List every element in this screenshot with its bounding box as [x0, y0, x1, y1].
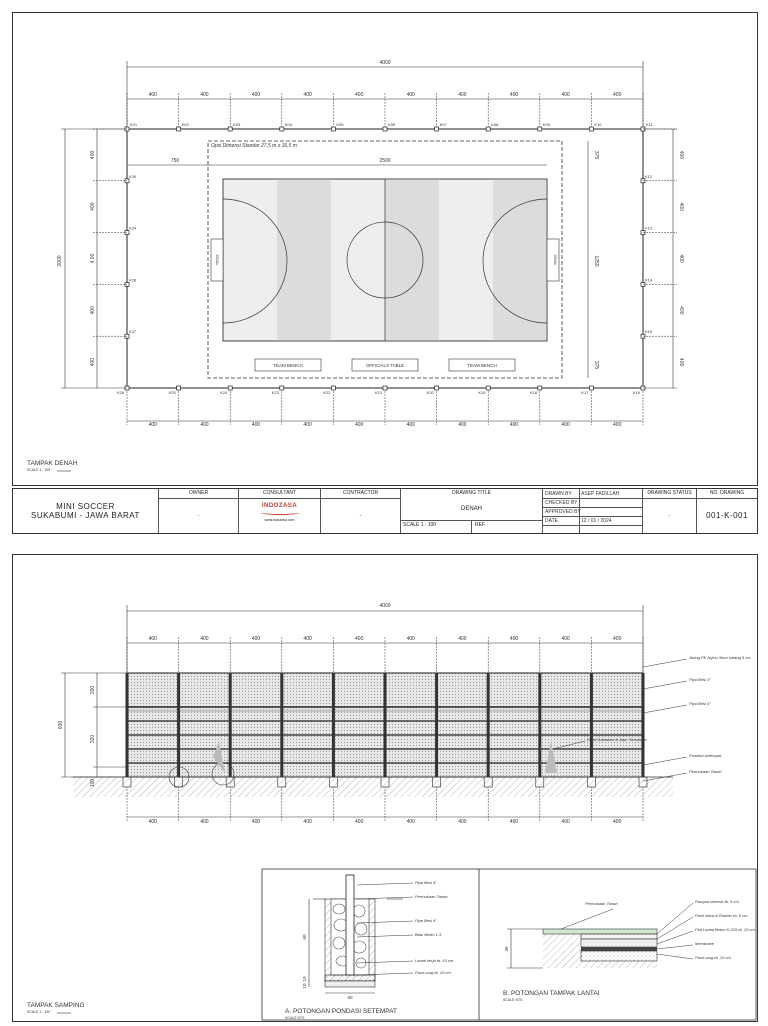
pitch: [211, 179, 559, 341]
post-marker: [280, 127, 284, 131]
dim-2500: 2500: [379, 158, 391, 164]
module-label: 400: [406, 92, 415, 98]
post-marker: [280, 386, 284, 390]
detail-a-note: Pipa Besi 4": [415, 880, 437, 885]
side-top-modules: [127, 636, 643, 673]
foundation-detail: [309, 875, 403, 993]
post-tag: K30: [129, 173, 137, 179]
post-tag: K12: [645, 173, 653, 179]
project-line2: SUKABUMI - JAWA BARAT: [31, 511, 140, 520]
drawing-title-value: DENAH: [401, 498, 542, 521]
plan-top-modules: [127, 92, 643, 129]
detail-b-note: Membrane: [695, 941, 715, 946]
owner-header: OWNER: [159, 489, 238, 499]
fence-post: [642, 673, 645, 785]
right-inner-1: 375: [593, 150, 599, 160]
consultant-url: www.indozasa.com: [264, 518, 295, 522]
plan-bottom-modules: [127, 388, 643, 428]
team-bench-right-label: TEAM BENCH: [467, 363, 497, 368]
plan-left-height: 2000: [57, 255, 63, 267]
module-label: 400: [406, 819, 415, 825]
right-inner-3: 375: [593, 360, 599, 370]
post-tag: K27: [129, 329, 137, 335]
post-tag: K16: [633, 390, 641, 395]
detail-a-note: Permukaan Tanah: [415, 894, 448, 899]
approved-by-label: APPROVED BY: [545, 509, 581, 515]
module-label: 400: [251, 422, 261, 428]
side-note: Pipa Besi 3": [689, 677, 711, 682]
post-tag: K11: [646, 122, 653, 127]
post-marker: [383, 127, 387, 131]
module-label: 400: [561, 636, 570, 642]
fence-post: [229, 673, 232, 785]
post-marker: [435, 386, 439, 390]
side-note: Pondasi setempat: [689, 753, 722, 758]
drawn-by-value: ASEP FADILLAH: [581, 491, 620, 497]
date-value: 12 / 01 / 2024: [581, 518, 612, 524]
post-marker: [228, 127, 232, 131]
post-tag: K04: [284, 122, 292, 127]
title-block: [12, 488, 758, 534]
post-marker: [331, 386, 335, 390]
side-drawing: [13, 555, 757, 1021]
fence-post: [590, 673, 593, 785]
module-label: 400: [148, 819, 157, 825]
consultant-logo-swoosh: [260, 510, 300, 515]
right-segment-label: 400: [678, 150, 684, 160]
post-marker: [538, 127, 542, 131]
post-tag: K14: [645, 277, 653, 283]
fence-post: [126, 673, 129, 785]
side-title: TAMPAK SAMPING: [27, 1002, 85, 1009]
post-tag: K23: [271, 390, 279, 395]
post-tag: K13: [645, 225, 653, 231]
fence-post: [538, 673, 541, 785]
post-marker: [228, 386, 232, 390]
module-label: 400: [458, 422, 467, 428]
detail-a-note: Pipa Besi 4": [415, 918, 437, 923]
side-note: Jaring PE Nylon 3mm lubang 5 cm: [689, 655, 751, 660]
post-marker: [538, 386, 542, 390]
post-tag: K01: [130, 122, 138, 127]
detail-a-note: Lantai kerja tb. 10 cm: [415, 958, 454, 963]
plan-title: TAMPAK DENAH: [27, 460, 78, 467]
status-header: DRAWING STATUS: [643, 489, 696, 499]
post-tag: K20: [426, 390, 434, 395]
module-label: 400: [561, 422, 570, 428]
checked-by-label: CHECKED BY: [545, 500, 578, 506]
detail-b-note: Plat Lantai Beton K-225 tb. 10 cm: [695, 927, 755, 932]
post-marker: [331, 127, 335, 131]
module-label: 400: [200, 92, 209, 98]
contractor-header: CONTRACTOR: [321, 489, 400, 499]
module-label: 400: [561, 92, 570, 98]
contractor-value: -: [359, 513, 362, 519]
detail-a-dim-2: 10: [302, 976, 307, 982]
plan-left-segments: [90, 129, 127, 366]
module-label: 400: [561, 819, 570, 825]
post-marker: [177, 127, 181, 131]
module-label: 400: [613, 422, 622, 428]
module-label: 400: [303, 92, 312, 98]
left-segment-label: 400: [90, 150, 96, 160]
fence-post: [384, 673, 387, 785]
drawing-ref: REF.: [475, 522, 486, 528]
drawing-no-cell: [697, 489, 757, 533]
module-label: 400: [303, 636, 312, 642]
status-cell: [643, 489, 697, 533]
module-label: 400: [148, 636, 157, 642]
module-label: 400: [148, 92, 157, 98]
post-marker: [589, 127, 593, 131]
right-segment-label: 400: [678, 202, 684, 211]
side-height-top: 200: [90, 685, 96, 695]
status-value: -: [668, 513, 671, 519]
post-tag: K10: [594, 122, 602, 127]
module-label: 400: [458, 92, 467, 98]
module-label: 400: [406, 422, 415, 428]
owner-value: -: [197, 513, 200, 519]
post-tag: K03: [233, 122, 241, 127]
goal-left-label: GOAL: [215, 254, 220, 266]
module-label: 400: [509, 636, 519, 642]
module-label: 400: [355, 92, 364, 98]
right-inner-2: 1250: [593, 255, 599, 267]
drawing-no-header: NO. DRAWING: [697, 489, 757, 499]
module-label: 400: [148, 422, 157, 428]
side-height-total: 600: [58, 720, 64, 730]
post-tag: K09: [542, 122, 550, 127]
side-scale: SCALE 1 : 100: [27, 1010, 51, 1014]
team-bench-left-label: TEAM BENCH: [273, 363, 303, 368]
module-label: 400: [458, 819, 467, 825]
module-label: 400: [406, 636, 415, 642]
contractor-cell: [321, 489, 401, 533]
left-segment-label: 400: [90, 202, 96, 211]
module-label: 400: [251, 92, 261, 98]
fence-post: [435, 673, 438, 785]
date-label: DATE: [545, 518, 558, 524]
right-dimension: [588, 129, 677, 388]
post-marker: [486, 386, 490, 390]
left-segment-label: 400: [90, 306, 96, 315]
officials-table-label: OFFICIALS TABLE: [365, 363, 405, 368]
module-label: 400: [200, 819, 209, 825]
drawing-scale: SCALE 1 : 100: [403, 522, 437, 528]
project-name: [13, 489, 159, 533]
module-label: 400: [200, 422, 209, 428]
post-tag: K25: [168, 390, 176, 395]
module-label: 400: [355, 422, 364, 428]
floor-section-detail: [507, 929, 657, 968]
detail-a-title: A. POTONGAN PONDASI SETEMPAT: [285, 1008, 397, 1015]
module-label: 400: [251, 636, 261, 642]
side-total-width: 4000: [379, 603, 391, 609]
module-label: 400: [303, 819, 312, 825]
module-label: 400: [355, 819, 364, 825]
field-note: Opsi Dimensi Standar 27,5 m x 16,5 m: [211, 143, 297, 149]
right-segment-label: 400: [678, 357, 684, 367]
module-label: 400: [355, 636, 364, 642]
module-label: 400: [509, 422, 519, 428]
detail-b-note: Permukaan Tanah: [585, 901, 618, 906]
module-label: 400: [303, 422, 312, 428]
right-segment-label: 400: [678, 306, 684, 315]
detail-b-note: Rumput sintesis tb. 5 cm: [695, 899, 739, 904]
left-segment-label: 400: [90, 357, 96, 367]
consultant-logo: INDOZASA: [261, 503, 298, 509]
detail-a-scale: SCALE NTS: [285, 1016, 305, 1020]
detail-a-dim-4: 60: [347, 995, 353, 1000]
post-marker: [589, 386, 593, 390]
post-marker: [383, 386, 387, 390]
side-sheet: [12, 554, 758, 1022]
post-tag: K18: [529, 390, 537, 395]
module-label: 400: [251, 819, 261, 825]
goal-right-label: GOAL: [553, 254, 558, 266]
fence-post: [280, 673, 283, 785]
side-note: Pipa Besi 4": [689, 701, 711, 706]
fence-post: [487, 673, 490, 785]
module-label: 400: [613, 92, 622, 98]
module-label: 400: [509, 92, 519, 98]
module-label: 400: [613, 636, 622, 642]
drawing-title-header: DRAWING TITLE: [452, 490, 491, 496]
detail-b-scale: SCALE NTS: [503, 998, 523, 1002]
right-segment-label: 400: [678, 254, 684, 263]
post-tag: K29: [129, 225, 137, 231]
plan-sheet: [12, 12, 758, 486]
post-tag: K15: [645, 329, 653, 335]
module-label: 400: [613, 819, 622, 825]
drawing-no-value: 001-K-001: [706, 511, 748, 520]
detail-a-note: Batu Belah 1:3: [415, 932, 442, 937]
module-label: 400: [458, 636, 467, 642]
detail-a-dim-1: 60: [302, 934, 307, 940]
post-tag: K17: [581, 390, 589, 395]
drawn-by-label: DRAWN BY: [545, 491, 572, 497]
post-tag: K28: [129, 277, 137, 283]
ground-hatch: [73, 777, 673, 797]
detail-a-note: Pasir urug tb. 10 cm: [415, 970, 451, 975]
post-tag: K19: [478, 390, 486, 395]
consultant-cell: [239, 489, 321, 533]
post-tag: K07: [439, 122, 447, 127]
signoff-cell: [543, 489, 643, 533]
detail-b-dim: 30: [504, 946, 509, 952]
fence-post: [177, 673, 180, 785]
post-tag: K06: [388, 122, 396, 127]
side-note: Steel Galvalum & Jala / Shouldon: [587, 737, 647, 742]
post-tag: K05: [336, 122, 344, 127]
plan-drawing: [13, 13, 757, 485]
side-height-mid: 320: [90, 734, 96, 744]
post-tag: K26: [117, 390, 125, 395]
detail-b-note: Pasir urug tb. 10 cm: [695, 955, 731, 960]
post-tag: K08: [491, 122, 499, 127]
detail-a-dim-3: 10: [302, 983, 307, 989]
post-tag: K21: [375, 390, 383, 395]
post-marker: [177, 386, 181, 390]
detail-b-note: Pasir silica & Rubber tb. 5 cm: [695, 913, 748, 918]
consultant-header: CONSULTANT: [239, 489, 320, 499]
fence-post: [332, 673, 335, 785]
detail-b-title: B. POTONGAN TAMPAK LANTAI: [503, 990, 600, 997]
post-tag: K02: [181, 122, 189, 127]
plan-scale: SCALE 1 : 100: [27, 468, 51, 472]
drawing-title-cell: [401, 489, 543, 533]
module-label: 400: [509, 819, 519, 825]
project-line1: MINI SOCCER: [56, 502, 115, 511]
post-tag: K24: [220, 390, 228, 395]
dim-750: 750: [170, 158, 180, 164]
module-label: 400: [200, 636, 209, 642]
post-marker: [435, 127, 439, 131]
owner-cell: [159, 489, 239, 533]
left-segment-label: 4.00: [90, 253, 96, 264]
plan-total-width: 4000: [379, 60, 391, 66]
post-marker: [486, 127, 490, 131]
side-note: Permukaan Tanah: [689, 769, 722, 774]
post-tag: K22: [323, 390, 331, 395]
